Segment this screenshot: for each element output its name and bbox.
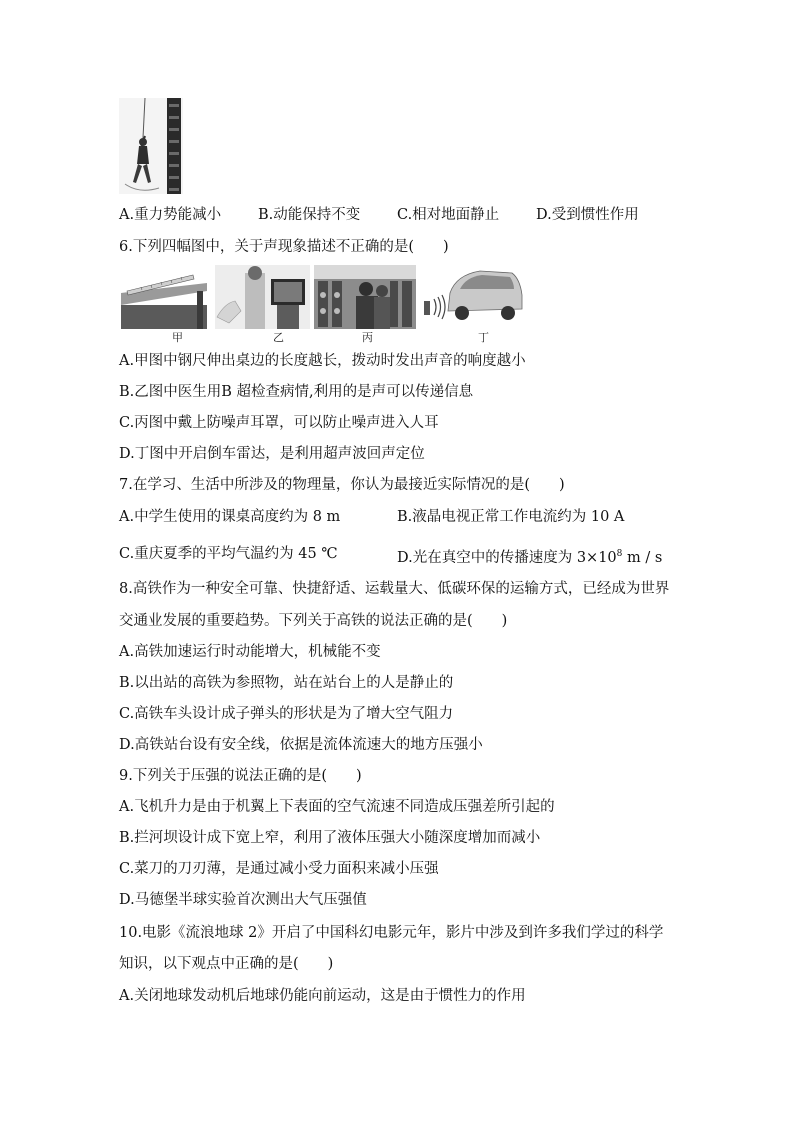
q6-image-jia [121, 265, 207, 329]
q6-image-bing [314, 265, 416, 329]
q6-caption-yi: 乙 [273, 331, 284, 344]
q7-option-c: C.重庆夏季的平均气温约为 45 ℃ [119, 546, 338, 562]
q5-option-d: D.受到惯性作用 [536, 207, 639, 223]
q10-stem-line1: 10.电影《流浪地球 2》开启了中国科幻电影元年，影片中涉及到许多我们学过的科学 [119, 925, 664, 941]
q9-option-d: D.马德堡半球实验首次测出大气压强值 [119, 892, 367, 908]
ultrasound-doctor-illustration [215, 265, 310, 329]
car-reversing-radar-illustration [420, 265, 525, 329]
q5-option-b: B.动能保持不变 [258, 207, 361, 223]
q6-caption-bing: 丙 [362, 331, 373, 344]
q8-option-c: C.高铁车头设计成子弹头的形状是为了增大空气阻力 [119, 706, 454, 722]
q6-caption-jia: 甲 [172, 331, 183, 344]
q8-stem-line2: 交通业发展的重要趋势。下列关于高铁的说法正确的是( ) [119, 613, 508, 629]
q10-option-a: A.关闭地球发动机后地球仍能向前运动，这是由于惯性力的作用 [119, 988, 526, 1004]
q7-option-d-exponent: 8 [616, 549, 623, 559]
q8-option-d: D.高铁站台设有安全线，依据是流体流速大的地方压强小 [119, 737, 483, 753]
q6-option-a: A.甲图中钢尺伸出桌边的长度越长，拨动时发出声音的响度越小 [119, 353, 526, 369]
q7-option-d-text: D.光在真空中的传播速度为 3×10 [397, 550, 617, 566]
q6-caption-ding: 丁 [478, 331, 489, 344]
q6-option-b: B.乙图中医生用B 超检查病情,利用的是声可以传递信息 [119, 384, 474, 400]
q7-option-d [397, 544, 662, 568]
climber-photo-svg [119, 98, 183, 194]
factory-earmuffs-illustration [314, 265, 416, 329]
q9-option-c: C.菜刀的刀刃薄，是通过减小受力面积来减小压强 [119, 861, 439, 877]
q5-option-c: C.相对地面静止 [397, 207, 500, 223]
q9-stem: 9.下列关于压强的说法正确的是( ) [119, 768, 362, 784]
climber-photo [119, 98, 183, 194]
q8-stem-line1: 8.高铁作为一种安全可靠、快捷舒适、运载量大、低碳环保的运输方式，已经成为世界 [119, 581, 670, 597]
q7-option-b: B.液晶电视正常工作电流约为 10 A [397, 509, 625, 525]
q6-image-yi [215, 265, 310, 329]
q5-option-a: A.重力势能减小 [119, 207, 222, 223]
q9-option-a: A.飞机升力是由于机翼上下表面的空气流速不同造成压强差所引起的 [119, 799, 555, 815]
q6-option-d: D.丁图中开启倒车雷达，是利用超声波回声定位 [119, 446, 425, 462]
q10-stem-line2: 知识，以下观点中正确的是( ) [119, 956, 334, 972]
q7-option-d-unit: m / s [622, 550, 663, 566]
ruler-desk-illustration [121, 265, 207, 329]
q7-stem: 7.在学习、生活中所涉及的物理量，你认为最接近实际情况的是( ) [119, 477, 565, 493]
q6-option-c: C.丙图中戴上防噪声耳罩，可以防止噪声进入人耳 [119, 415, 439, 431]
q7-option-a: A.中学生使用的课桌高度约为 8 m [119, 509, 341, 525]
q8-option-a: A.高铁加速运行时动能增大，机械能不变 [119, 644, 381, 660]
q8-option-b: B.以出站的高铁为参照物，站在站台上的人是静止的 [119, 675, 454, 691]
q6-stem: 6.下列四幅图中，关于声现象描述不正确的是( ) [119, 239, 449, 255]
q9-option-b: B.拦河坝设计成下宽上窄，利用了液体压强大小随深度增加而减小 [119, 830, 541, 846]
q6-image-ding [420, 265, 525, 329]
